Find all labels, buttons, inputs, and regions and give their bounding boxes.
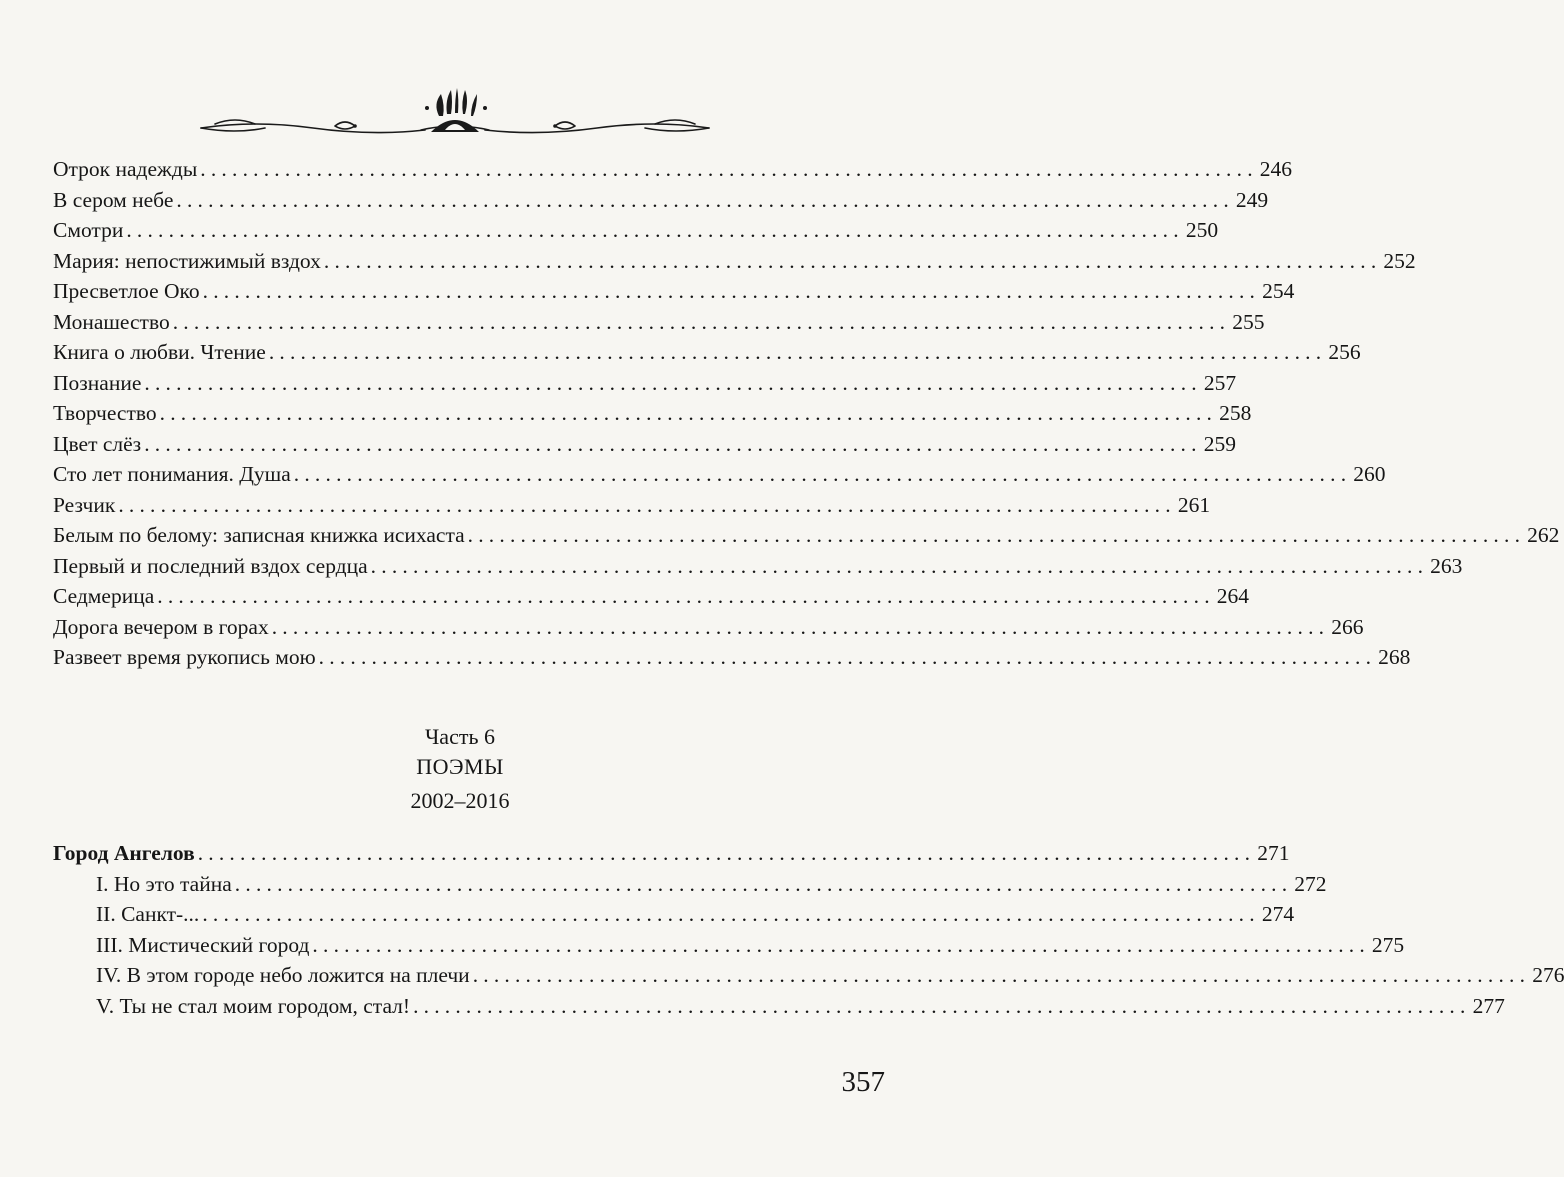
entry-page: 257 — [1203, 370, 1237, 395]
entry-page: 260 — [1353, 462, 1386, 486]
entry-title: Творчество — [53, 401, 157, 425]
dot-leader: .................................................................................................... — [234, 871, 1293, 896]
dot-leader: .................................................................................................... — [312, 932, 1370, 957]
chapter-page: 276 — [1532, 963, 1564, 987]
toc-entry — [53, 185, 1269, 216]
entry-title: Седмерица — [53, 584, 155, 608]
dot-leader: .................................................................................................... — [144, 431, 1202, 456]
entry-page: 266 — [1331, 614, 1364, 639]
dot-leader: .................................................................................................... — [200, 157, 1258, 181]
page-number: 357 — [841, 1066, 885, 1098]
toc-entry — [53, 642, 1411, 673]
dot-leader: .................................................................................................... — [144, 370, 1202, 395]
dot-leader: .................................................................................................... — [472, 963, 1531, 987]
poem-page: 271 — [1257, 841, 1290, 865]
part-number: Часть 6 — [425, 724, 495, 749]
entry-page: 259 — [1203, 431, 1236, 456]
entry-title: Цвет слёз — [53, 431, 142, 456]
poem-toc-list — [53, 838, 1564, 1021]
toc-entry — [53, 276, 1295, 307]
chapter-title: III. Мистический город — [96, 932, 310, 957]
entry-page: 268 — [1378, 645, 1411, 669]
chapter-page: 275 — [1371, 932, 1405, 957]
entry-page: 252 — [1383, 248, 1416, 273]
poem-title: Город Ангелов — [53, 841, 195, 865]
chapter-entry — [53, 869, 1327, 900]
entry-page: 262 — [1527, 523, 1560, 547]
chapter-page: 277 — [1472, 993, 1505, 1018]
toc-list — [53, 154, 1560, 673]
entry-title: Сто лет понимания. Душа — [53, 462, 291, 486]
chapter-entry — [53, 991, 1505, 1022]
ornament-icon — [195, 86, 715, 148]
entry-title: Познание — [53, 370, 142, 395]
entry-page: 250 — [1185, 218, 1219, 242]
dot-leader: .................................................................................................... — [293, 462, 1352, 486]
dot-leader: .................................................................................................... — [202, 902, 1260, 926]
chapter-page: 274 — [1261, 902, 1295, 926]
chapter-title: IV. В этом городе небо ложится на плечи — [96, 963, 470, 987]
entry-page: 258 — [1219, 401, 1252, 425]
toc-entry — [53, 307, 1265, 338]
chapter-entry — [53, 899, 1295, 930]
entry-title: Пресветлое Око — [53, 279, 200, 303]
entry-title: В сером небе — [53, 187, 174, 212]
dot-leader: .................................................................................................... — [157, 584, 1215, 608]
toc-entry — [53, 246, 1416, 277]
entry-page: 261 — [1177, 492, 1211, 517]
entry-page: 246 — [1259, 157, 1293, 181]
entry-page: 254 — [1262, 279, 1295, 303]
dot-leader: .................................................................................................... — [268, 340, 1327, 364]
chapter-entry — [53, 930, 1405, 961]
entry-title: Первый и последний вздох сердца — [53, 553, 368, 578]
toc-entry — [53, 368, 1237, 399]
dot-leader: .................................................................................................... — [126, 218, 1184, 242]
poem-entry — [53, 838, 1290, 869]
dot-leader: .................................................................................................... — [323, 248, 1382, 273]
entry-title: Резчик — [53, 492, 116, 517]
dot-leader: .................................................................................................... — [197, 841, 1256, 865]
toc-entry — [53, 581, 1250, 612]
dot-leader: .................................................................................................... — [318, 645, 1377, 669]
chapter-title: I. Но это тайна — [96, 871, 232, 896]
toc-entry — [53, 337, 1361, 368]
toc-entry — [53, 215, 1219, 246]
entry-page: 263 — [1430, 553, 1463, 578]
entry-title: Отрок надежды — [53, 157, 198, 181]
toc-entry — [53, 490, 1211, 521]
toc-entry — [53, 398, 1252, 429]
dot-leader: .................................................................................................... — [467, 523, 1526, 547]
part-years: 2002–2016 — [410, 788, 510, 813]
dot-leader: .................................................................................................... — [271, 614, 1330, 639]
chapter-title: V. Ты не стал моим городом, стал! — [96, 993, 411, 1018]
dot-leader: .................................................................................................... — [172, 309, 1231, 334]
entry-page: 255 — [1232, 309, 1265, 334]
chapter-entry — [53, 960, 1564, 991]
entry-page: 256 — [1328, 340, 1361, 364]
toc-entry — [53, 551, 1463, 582]
part-title: ПОЭМЫ — [416, 754, 504, 779]
dot-leader: .................................................................................................... — [370, 553, 1429, 578]
toc-entry — [53, 520, 1560, 551]
entry-page: 264 — [1216, 584, 1250, 608]
entry-title: Монашество — [53, 309, 170, 334]
entry-title: Белым по белому: записная книжка исихаста — [53, 523, 465, 547]
chapter-title: II. Санкт-... — [96, 902, 200, 926]
chapter-page: 272 — [1294, 871, 1327, 896]
entry-title: Книга о любви. Чтение — [53, 340, 266, 364]
toc-entry — [53, 459, 1386, 490]
entry-title: Мария: непостижимый вздох — [53, 248, 321, 273]
entry-title: Развеет время рукопись мою — [53, 645, 316, 669]
dot-leader: .................................................................................................... — [413, 993, 1471, 1018]
dot-leader: .................................................................................................... — [118, 492, 1176, 517]
entry-page: 249 — [1235, 187, 1269, 212]
toc-entry — [53, 429, 1236, 460]
entry-title: Дорога вечером в горах — [53, 614, 269, 639]
dot-leader: .................................................................................................... — [176, 187, 1234, 212]
toc-entry — [53, 612, 1364, 643]
toc-entry — [53, 154, 1293, 185]
dot-leader: .................................................................................................... — [202, 279, 1261, 303]
entry-title: Смотри — [53, 218, 124, 242]
dot-leader: .................................................................................................... — [159, 401, 1218, 425]
